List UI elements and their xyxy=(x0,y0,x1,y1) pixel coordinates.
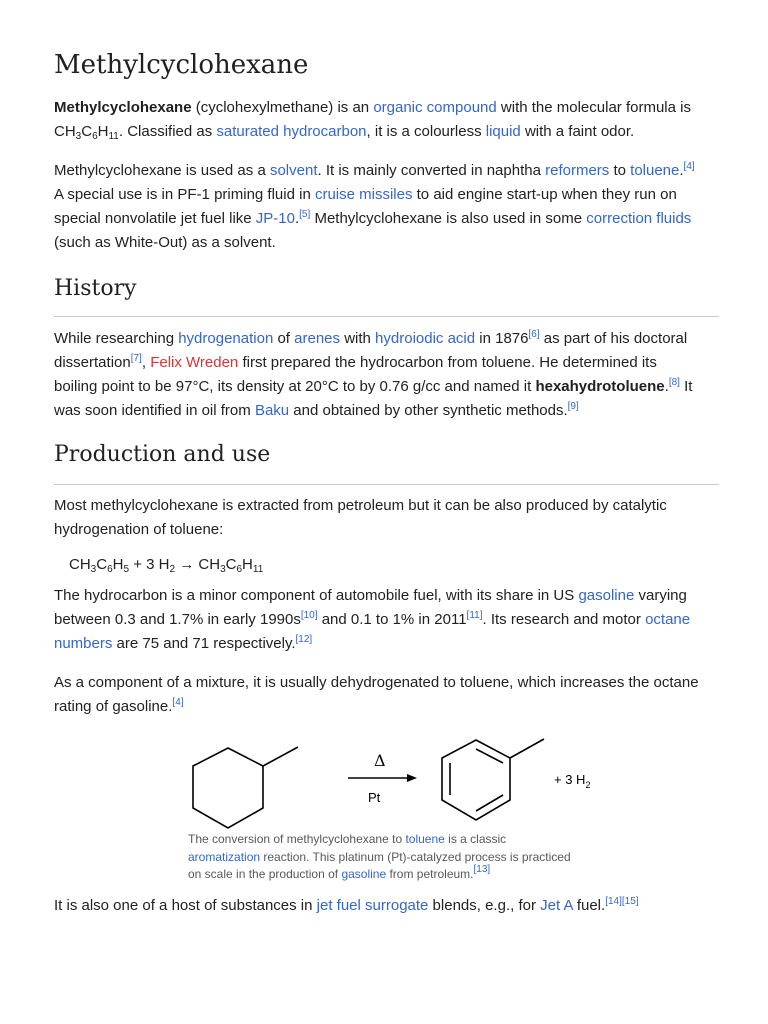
link-reformers[interactable]: reformers xyxy=(545,162,610,179)
hydrogen-product xyxy=(554,772,590,790)
formula-sub: 11 xyxy=(108,131,119,142)
production-paragraph-2 xyxy=(54,584,719,656)
text: hydrogenation of toluene: xyxy=(54,521,224,538)
link-cruise-missiles[interactable]: cruise missiles xyxy=(314,186,413,203)
text: . xyxy=(664,378,669,395)
reference-link[interactable]: [15] xyxy=(621,896,639,907)
reference-link[interactable]: [5] xyxy=(299,209,311,220)
text: was soon identified in oil from xyxy=(54,402,255,419)
text: , xyxy=(141,354,151,371)
bold-term: Methylcyclohexane xyxy=(54,99,192,116)
reference-link[interactable]: [14] xyxy=(605,896,622,907)
formula-sub: 3 xyxy=(75,131,82,142)
eq-part: C xyxy=(96,556,108,573)
text: . Its research and motor xyxy=(482,611,646,628)
history-heading: History xyxy=(54,276,137,301)
text: with xyxy=(340,330,376,347)
text: to aid engine start-up when they run on xyxy=(412,186,677,203)
text: boiling point to be 97°C, its density at 20°C to by 0.76 g/cc and named it xyxy=(54,378,536,395)
text: . Classified as xyxy=(118,123,217,140)
link-gasoline[interactable]: gasoline xyxy=(341,867,387,881)
eq-part: + 3 H xyxy=(129,556,170,573)
link-liquid[interactable]: liquid xyxy=(485,123,521,140)
link-solvent[interactable]: solvent xyxy=(269,162,318,179)
link-hydroiodic-acid[interactable]: hydroiodic acid xyxy=(375,330,476,347)
text: A special use is in PF-1 priming fluid in xyxy=(54,186,315,203)
production-section-header xyxy=(54,442,719,467)
text: between 0.3 and 1.7% in early 1990s xyxy=(54,611,301,628)
product-sub: 2 xyxy=(585,780,591,790)
text: (such as White-Out) as a solvent. xyxy=(54,234,276,251)
toluene-structure xyxy=(442,739,544,820)
text: As a component of a mixture, it is usually dehydrogenated to toluene, which increases the octane xyxy=(54,674,699,691)
reference-link[interactable]: [8] xyxy=(668,377,680,388)
eq-part: H xyxy=(242,556,253,573)
link-toluene[interactable]: toluene xyxy=(405,832,445,846)
link-gasoline[interactable]: gasoline xyxy=(578,587,635,604)
text: The hydrocarbon is a minor component of automobile fuel, with its share in US xyxy=(54,587,579,604)
intro-paragraph-2 xyxy=(54,159,719,255)
reference-link[interactable]: [10] xyxy=(300,610,318,621)
link-hydrogenation[interactable]: hydrogenation xyxy=(178,330,274,347)
text: It is also one of a host of substances in xyxy=(54,897,317,914)
text: varying xyxy=(634,587,687,604)
text: . xyxy=(679,162,684,179)
formula-part: CH xyxy=(54,123,76,140)
production-paragraph-4 xyxy=(54,894,719,918)
link-octane-numbers[interactable]: numbers xyxy=(54,635,113,652)
link-correction-fluids[interactable]: correction fluids xyxy=(586,210,692,227)
link-jet-fuel-surrogate[interactable]: jet fuel surrogate xyxy=(316,897,429,914)
eq-sub: 3 xyxy=(90,564,97,575)
history-section-header xyxy=(54,276,719,301)
text: first prepared the hydrocarbon from toluene. He determined its xyxy=(238,354,657,371)
bold-term: hexahydrotoluene xyxy=(535,378,665,395)
text: are 75 and 71 respectively. xyxy=(112,635,296,652)
text: Methylcyclohexane is also used in some xyxy=(310,210,587,227)
section-divider xyxy=(54,484,719,485)
link-arenes[interactable]: arenes xyxy=(294,330,341,347)
text: . It is mainly converted in naphtha xyxy=(317,162,546,179)
catalyst-label: Pt xyxy=(368,790,381,805)
text: Methylcyclohexane is used as a xyxy=(54,162,270,179)
link-organic-compound[interactable]: organic compound xyxy=(373,99,497,116)
text: Most methylcyclohexane is extracted from petroleum but it can be also produced by catalytic xyxy=(54,497,667,514)
link-felix-wreden[interactable]: Felix Wreden xyxy=(150,354,239,371)
text: and obtained by other synthetic methods. xyxy=(289,402,568,419)
link-baku[interactable]: Baku xyxy=(254,402,290,419)
link-saturated-hydrocarbon[interactable]: saturated hydrocarbon xyxy=(216,123,367,140)
reference-link[interactable]: [9] xyxy=(567,401,579,412)
formula-sub: 6 xyxy=(92,131,98,142)
formula-part: C xyxy=(81,123,93,140)
text: and 0.1 to 1% in 2011 xyxy=(317,611,467,628)
text: with the molecular formula is xyxy=(496,99,691,116)
reaction-diagram xyxy=(188,736,628,836)
history-paragraph xyxy=(54,327,719,423)
text: (cyclohexylmethane) is an xyxy=(191,99,374,116)
text: . xyxy=(294,210,300,227)
eq-sub: 6 xyxy=(107,564,113,575)
eq-sub: 6 xyxy=(236,564,243,575)
arrow-head xyxy=(407,774,417,782)
eq-sub: 2 xyxy=(169,564,176,575)
page-title: Methylcyclohexane xyxy=(54,50,309,80)
chemical-equation xyxy=(69,553,263,577)
formula-part: H xyxy=(97,123,109,140)
figure-caption xyxy=(188,831,618,884)
text: blends, e.g., for xyxy=(428,897,541,914)
text: of xyxy=(273,330,295,347)
text: on scale in the production of xyxy=(188,867,342,881)
text: The conversion of methylcyclohexane to xyxy=(188,832,406,846)
text: , it is a colourless xyxy=(366,123,486,140)
eq-sub: 11 xyxy=(252,564,264,575)
reference-link[interactable]: [7] xyxy=(130,353,142,364)
eq-arrow: → xyxy=(175,556,199,573)
eq-sub: 3 xyxy=(220,564,226,575)
link-octane[interactable]: octane xyxy=(645,611,691,628)
link-aromatization[interactable]: aromatization xyxy=(188,849,261,864)
section-divider xyxy=(54,316,719,317)
heat-symbol: Δ xyxy=(374,751,386,770)
eq-sub: 5 xyxy=(123,564,130,575)
text: reaction. This platinum (Pt)-catalyzed process is practiced xyxy=(260,849,571,864)
production-heading: Production and use xyxy=(54,442,271,467)
reference-link[interactable]: [6] xyxy=(528,329,540,340)
eq-part: C xyxy=(225,556,237,573)
text: fuel. xyxy=(572,897,606,914)
text: While researching xyxy=(54,330,179,347)
product-text: + 3 H xyxy=(554,772,586,787)
text: It xyxy=(679,378,693,395)
production-paragraph-1 xyxy=(54,494,719,542)
reference-link[interactable]: [12] xyxy=(295,634,313,645)
reference-link[interactable]: [4] xyxy=(683,161,695,172)
text: is a classic xyxy=(444,832,507,846)
text: as part of his doctoral xyxy=(539,330,688,347)
reference-link[interactable]: [11] xyxy=(466,610,483,621)
link-jet-a[interactable]: Jet A xyxy=(540,897,573,914)
text: from petroleum. xyxy=(386,867,474,881)
eq-part: CH xyxy=(69,556,91,573)
link-jp-10[interactable]: JP-10 xyxy=(255,210,295,227)
text: special nonvolatile jet fuel like xyxy=(54,210,256,227)
methylcyclohexane-structure xyxy=(193,747,298,828)
text: with a faint odor. xyxy=(520,123,635,140)
production-paragraph-3 xyxy=(54,671,719,719)
text: in 1876 xyxy=(475,330,529,347)
text: rating of gasoline. xyxy=(54,698,173,715)
reference-link[interactable]: [4] xyxy=(172,697,184,708)
reference-link[interactable]: [13] xyxy=(473,864,491,875)
eq-part: H xyxy=(112,556,124,573)
link-toluene[interactable]: toluene xyxy=(630,162,680,179)
text: to xyxy=(609,162,631,179)
eq-part: CH xyxy=(198,556,221,573)
text: dissertation xyxy=(54,354,131,371)
intro-paragraph-1 xyxy=(54,96,719,144)
